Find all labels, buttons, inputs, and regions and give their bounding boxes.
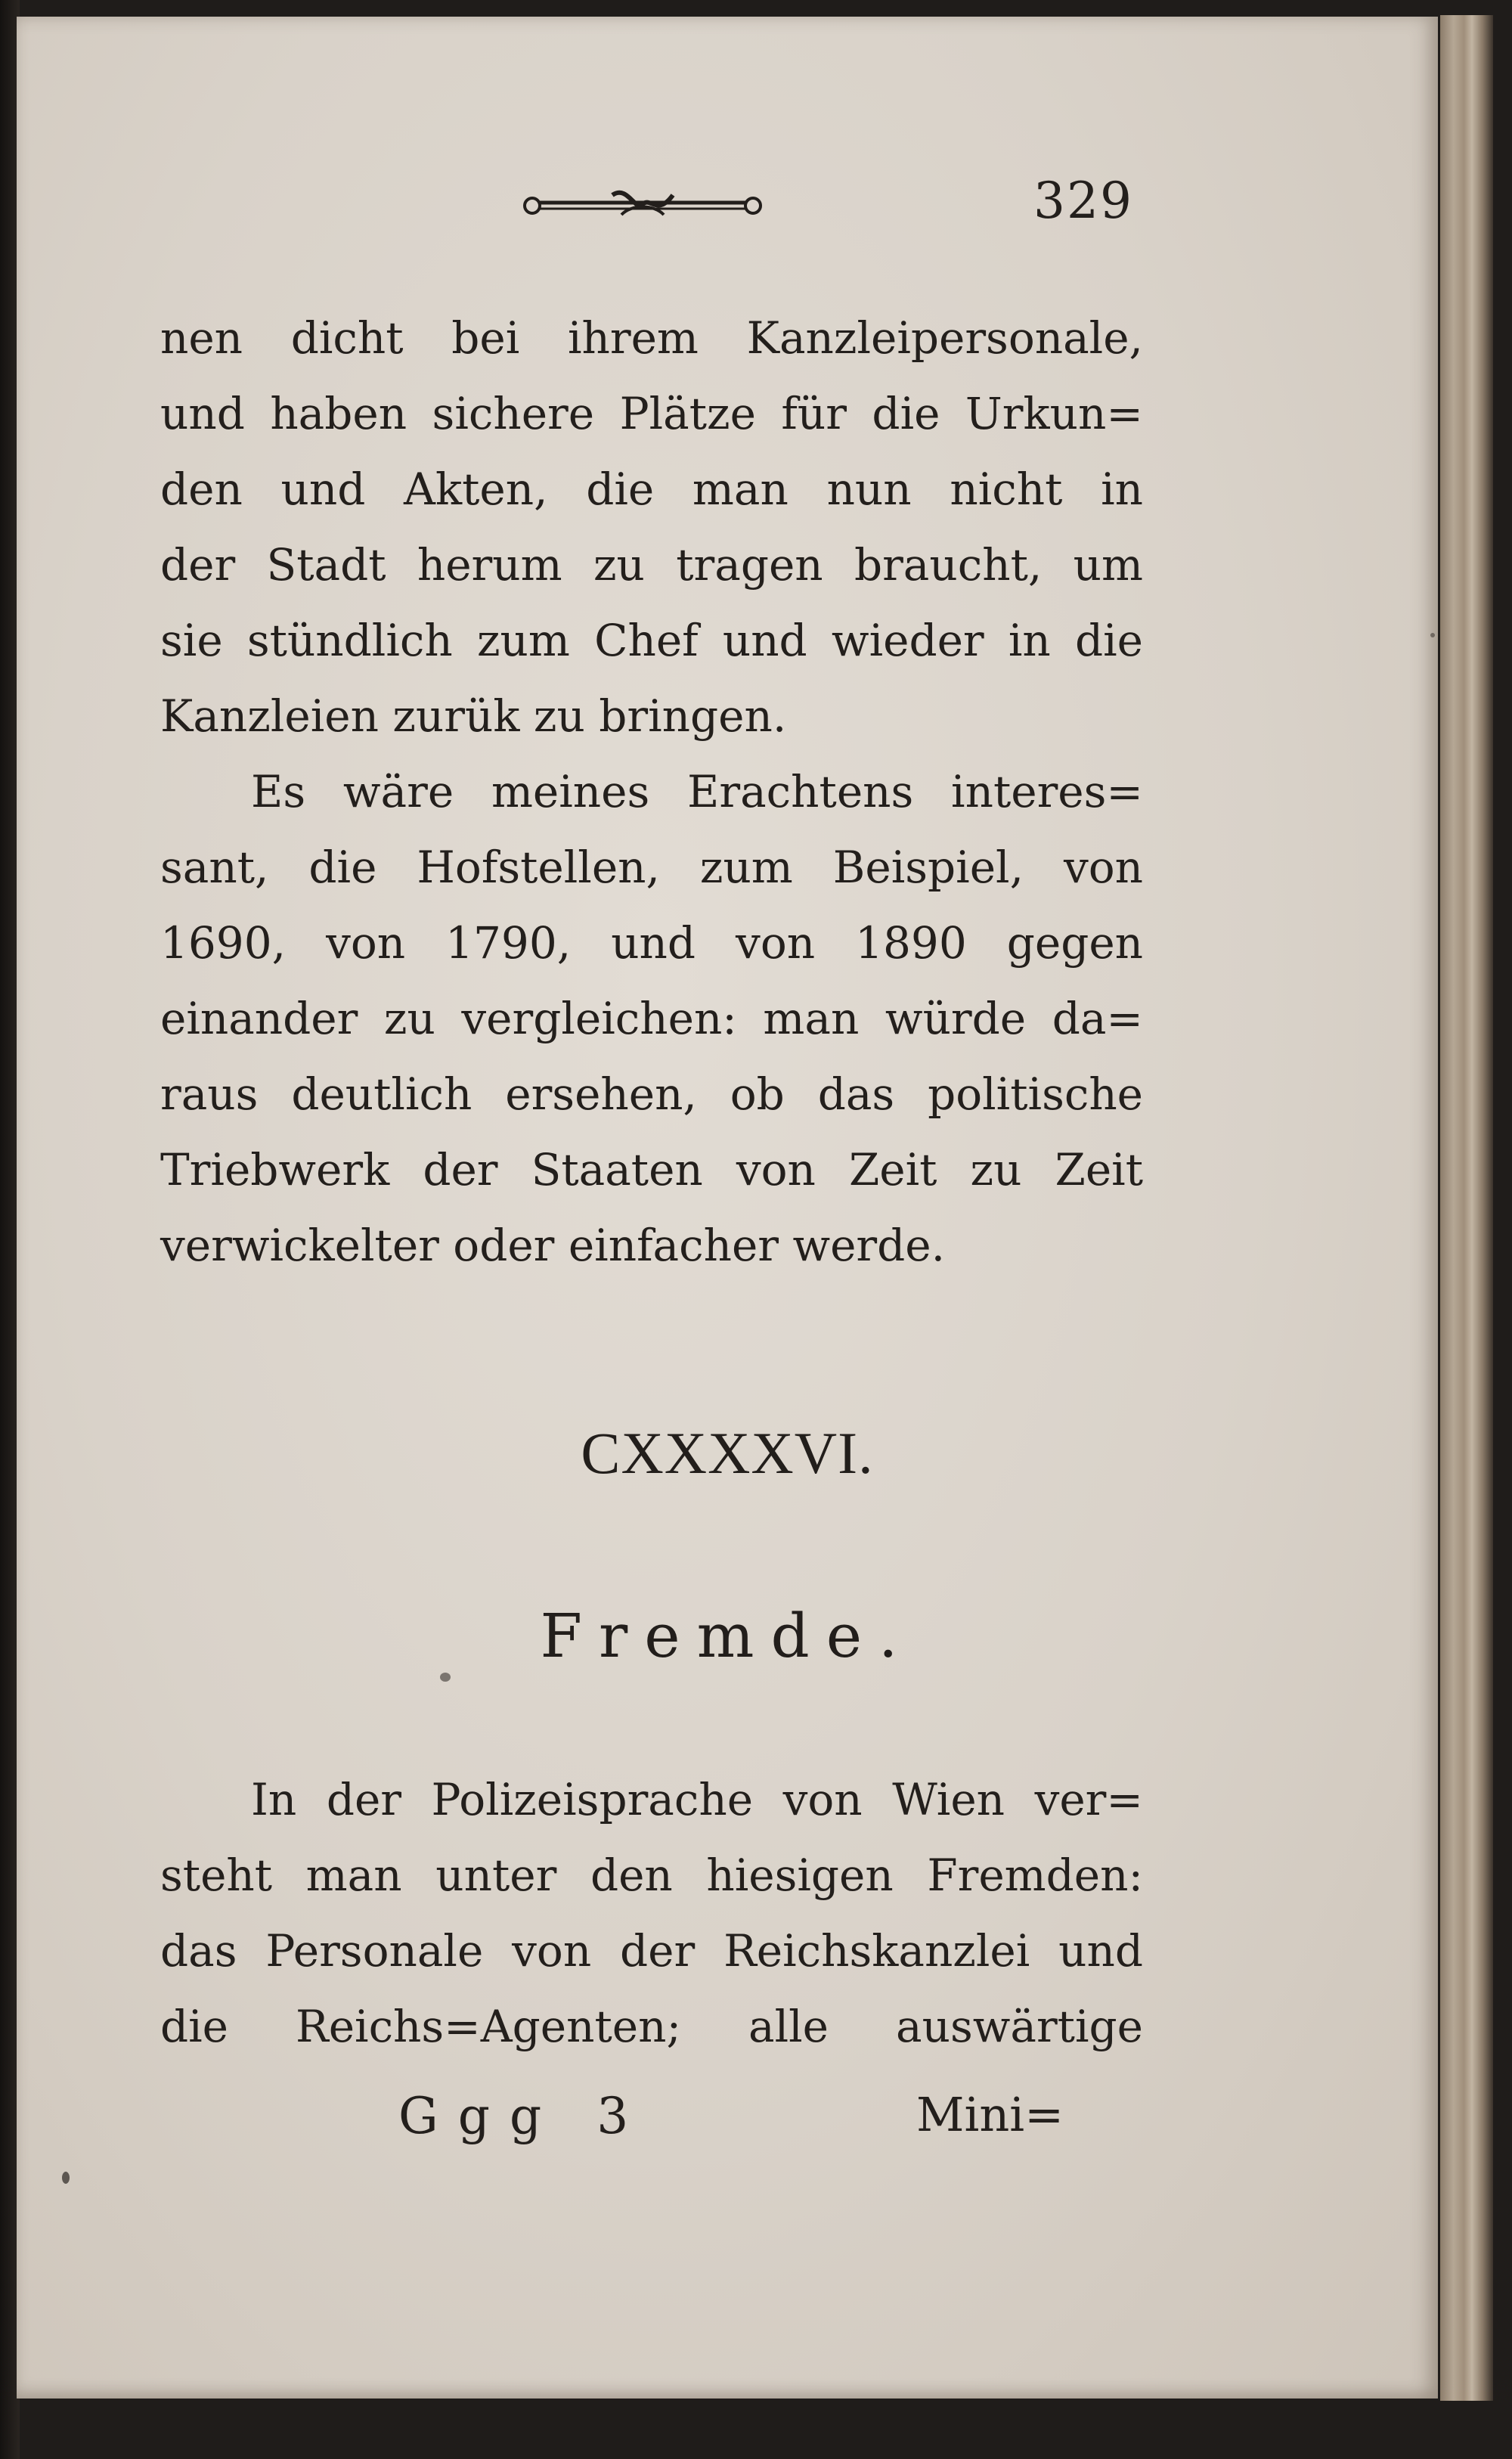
text-line: Kanzleien zurük zu bringen.	[160, 690, 787, 742]
section-number: CXXXXVI.	[581, 1420, 874, 1486]
text-line: 1690, von 1790, und von 1890 gegen	[160, 917, 1143, 969]
text-line: das Personale von der Reichskanzlei und	[160, 1925, 1143, 1977]
paper-speck	[440, 1673, 451, 1682]
section-title: Fremde.	[540, 1601, 915, 1671]
text-line: der Stadt herum zu tragen braucht, um	[160, 539, 1143, 591]
text-line: die Reichs=Agenten; alle auswärtige	[160, 2001, 1143, 2052]
text-line: verwickelter oder einfacher werde.	[160, 1220, 946, 1271]
page-edge-stack	[1440, 15, 1493, 2401]
paper-speck	[62, 2172, 70, 2184]
text-line: den und Akten, die man nun nicht in	[160, 464, 1143, 515]
text-line: In der Polizeisprache von Wien ver=	[251, 1774, 1143, 1825]
book-page	[17, 17, 1438, 2399]
text-line: Es wäre meines Erachtens interes=	[251, 766, 1143, 817]
text-line: Triebwerk der Staaten von Zeit zu Zeit	[160, 1144, 1143, 1195]
text-line: raus deutlich ersehen, ob das politische	[160, 1068, 1143, 1120]
text-line: einander zu vergleichen: man würde da=	[160, 993, 1143, 1044]
text-line: und haben sichere Plätze für die Urkun=	[160, 388, 1143, 439]
paragraph-2	[160, 754, 1143, 1283]
text-line: nen dicht bei ihrem Kanzleipersonale,	[160, 312, 1143, 364]
text-line: sie stündlich zum Chef und wieder in die	[160, 615, 1143, 666]
catchword: Mini=	[916, 2087, 1064, 2142]
page-number: 329	[1033, 172, 1133, 230]
text-line: sant, die Hofstellen, zum Beispiel, von	[160, 842, 1143, 893]
paragraph-1	[160, 300, 1143, 754]
paragraph-3	[160, 1762, 1143, 2064]
paper-speck	[1430, 633, 1435, 637]
signature-mark: Ggg 3	[398, 2087, 649, 2145]
header-rule-ornament-icon	[522, 181, 764, 227]
text-line: steht man unter den hiesigen Fremden:	[160, 1850, 1143, 1901]
